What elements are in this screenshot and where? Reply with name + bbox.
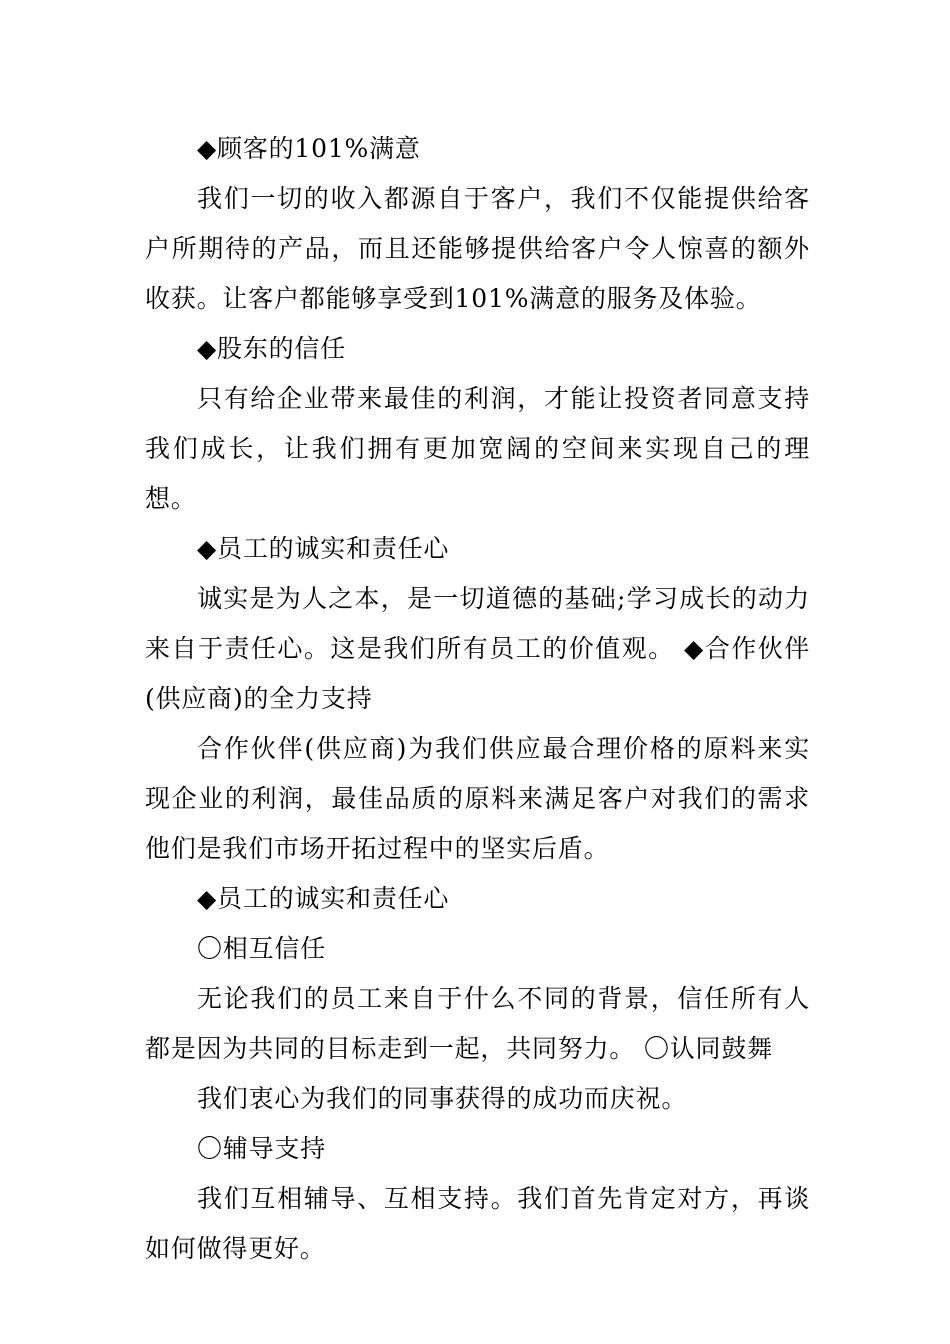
paragraph-partner: 合作伙伴(供应商)为我们供应最合理价格的原料来实现企业的利润，最佳品质的原料来满足客户对我们的需求他们是我们市场开拓过程中的坚实后盾。 [145, 734, 810, 863]
heading-coaching-support: 〇辅导支持 [197, 1134, 327, 1163]
heading-shareholder-trust: ◆股东的信任 [197, 334, 347, 363]
paragraph-coaching: 我们互相辅导、互相支持。我们首先肯定对方，再谈如何做得更好。 [145, 1184, 810, 1263]
heading-employee-honesty: ◆员工的诚实和责任心 [197, 534, 450, 563]
document-body [145, 124, 810, 1274]
heading-employee-honesty-2: ◆员工的诚实和责任心 [197, 884, 450, 913]
paragraph-customer: 我们一切的收入都源自于客户，我们不仅能提供给客户所期待的产品，而且还能够提供给客户令人惊喜的额外收获。让客户都能够享受到101%满意的服务及体验。 [145, 184, 810, 313]
paragraph-celebrate: 我们衷心为我们的同事获得的成功而庆祝。 [197, 1084, 688, 1113]
heading-mutual-trust: 〇相互信任 [197, 934, 327, 963]
paragraph-honesty: 诚实是为人之本，是一切道德的基础;学习成长的动力来自于责任心。这是我们所有员工的价值观。 ◆合作伙伴(供应商)的全力支持 [145, 584, 810, 713]
paragraph-trust: 无论我们的员工来自于什么不同的背景，信任所有人都是因为共同的目标走到一起，共同努力。 〇认同鼓舞 [145, 984, 810, 1063]
heading-customer-satisfaction: ◆顾客的101%满意 [197, 134, 421, 163]
paragraph-shareholder: 只有给企业带来最佳的利润，才能让投资者同意支持我们成长，让我们拥有更加宽阔的空间来实现自己的理想。 [145, 384, 810, 513]
